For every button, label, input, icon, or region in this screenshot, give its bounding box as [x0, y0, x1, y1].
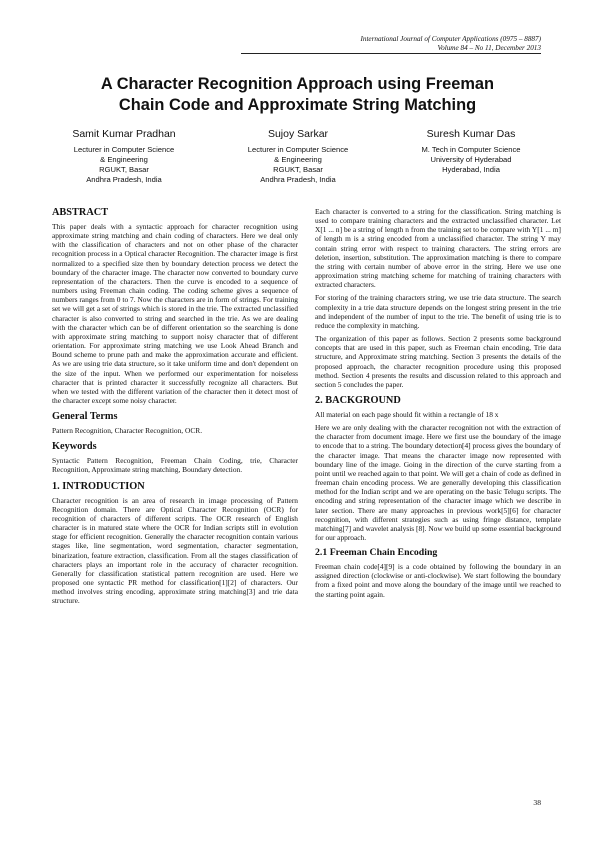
journal-volume: Volume 84 – No 11, December 2013 — [241, 44, 541, 54]
background-paragraph: All material on each page should fit within a rectangle of 18 x — [315, 409, 499, 419]
right-column — [315, 207, 561, 603]
author-affiliation: Lecturer in Computer Science — [73, 145, 175, 154]
author-affiliation: RGUKT, Basar — [99, 165, 149, 174]
page-number: 38 — [533, 798, 541, 807]
author-name: Suresh Kumar Das — [426, 128, 516, 140]
author-affiliation: University of Hyderabad — [430, 155, 512, 164]
author-affiliation: RGUKT, Basar — [273, 165, 323, 174]
author-affiliation: & Engineering — [274, 155, 322, 164]
introduction-text: Character recognition is an area of research in image processing of Pattern Recognition domain. There are Optical Character Recognition (OCR) for recognition of characters of different scripts. The OCR research of English character is in matured state where the OCR for Indian scripts still in evolution stage for efficient recognition. Generally the character recognition contain various stages like, line segmentation, word segmentation, character segmentation, binarization, feature extraction, classification. From all the stages classification of characters plays an important role in the accuracy of character recognition. Generally for classification statistical pattern recognition are used. Here we proposed one syntactic PR method for classification[1][2] of characters. Our method involves string encoding, approximate string matching[3] and trie data structure. — [52, 495, 298, 606]
keywords-text: Syntactic Pattern Recognition, Freeman Chain Coding, trie, Character Recognition, Approximate string matching, Boundary detection. — [52, 456, 298, 475]
background-heading: 2. BACKGROUND — [315, 394, 401, 406]
journal-name: International Journal of Computer Applications (0975 – 8887) — [360, 35, 541, 43]
abstract-heading: ABSTRACT — [52, 207, 109, 218]
freeman-paragraph: Freeman chain code[4][9] is a code obtained by following the boundary in an assigned direction (clockwise or anti-clockwise). We start following the boundary from a fixed point and move along the boundary of the image until we reached to the starting point again. — [315, 562, 561, 599]
freeman-heading: 2.1 Freeman Chain Encoding — [315, 547, 438, 559]
author-affiliation: Andhra Pradesh, India — [86, 175, 162, 184]
author-affiliation: M. Tech in Computer Science — [421, 145, 521, 154]
abstract-text: This paper deals with a syntactic approach for character recognition using approximate string matching and chain coding of characters. Here we deal only with the classification of characters and not on other phase of the character recognition process in a Optical character Recognition. The character image is first normalized to a specified size then by boundary detection process we detect the boundary of the character image. The character now converted to boundary curve representation of the characters. Then the curve is encoded to a sequence of numbers using Freeman chain coding. The coding scheme gives a sequence of numbers ranges from 0 to 7. Now the characters are in form of strings. For training set we will get a set of strings which is stored in the trie. The extracted unclassified character is also converted to string and searched in the trie. As we are dealing with the character which can be of different orientation so the searching is done with approximate string matching to support noisy character that of different orientation. For approximate string matching we use Look Ahead Branch and Bound scheme to prune path and make the approximation accurate and efficient. As we are using trie data structure, so it take uniform time and don't dependent on the size of the input. When we performed our experimentation for noiseless character that is printed character it successfully recognize all characters. But when we tested with the different variation of the character then it detect most of the character except some noisy character. — [52, 222, 298, 405]
intro-paragraph: Each character is converted to a string for the classification. String matching is used to compare training characters and the extracted unclassified character. Let X[1 ... n] be a string of length n from the training set to be compare with Y[1 ... m] of length m is a string encoded from a unclassified character. The string Y may contain string error with respect to training characters. The string errors are deletion, insertion, substitution. The approximation matching is there to compare the string with certain number of above error in the string. Here we use one approximation string matching scheme for matching of training characters with extracted characters. — [315, 207, 561, 290]
general-terms-heading: General Terms — [52, 411, 118, 423]
author-name: Sujoy Sarkar — [267, 128, 329, 140]
introduction-heading: 1. INTRODUCTION — [52, 480, 145, 492]
author-affiliation: Hyderabad, India — [442, 165, 500, 174]
intro-paragraph: The organization of this paper as follows. Section 2 presents some background concepts that are used in this paper, such as Freeman chain encoding, Trie data structure, and Approximate string matching. Section 3 presents the details of the proposed approach, the character recognition procedure using this proposed method. Section 4 presents the results and discussion related to this approach and section 5 concludes the paper. — [315, 334, 561, 389]
general-terms-text: Pattern Recognition, Character Recognition, OCR. — [52, 426, 203, 436]
author-name: Samit Kumar Pradhan — [72, 128, 176, 140]
author-affiliation: Andhra Pradesh, India — [260, 175, 336, 184]
left-column — [52, 207, 298, 609]
intro-paragraph: For storing of the training characters string, we use trie data structure. The search complexity in a trie data structure depends on the longest string present in the trie and independent of the number of input to the trie. The benefit of using trie is to reduce the complexity in matching. — [315, 293, 561, 330]
author-block — [386, 128, 556, 175]
paper-title — [40, 74, 555, 116]
author-affiliation: Lecturer in Computer Science — [247, 145, 349, 154]
author-block — [39, 128, 209, 185]
title-line-2: Chain Code and Approximate String Matching — [118, 96, 477, 114]
journal-header — [241, 35, 541, 54]
author-affiliation: & Engineering — [100, 155, 148, 164]
author-block — [213, 128, 383, 185]
title-line-1: A Character Recognition Approach using Freeman — [100, 75, 495, 93]
background-paragraph: Here we are only dealing with the character recognition not with the extraction of the character from document image. Here we first use the boundary of the image to encode that to a string. The boundary detection[4] process gives the boundary of the character image. That means the character image now represented with boundary line of the image. Going in the direction of the curve starting from a point until we reached again to that point. We will get a chain of code as defined in freeman chain encoding process. We are generally developing this classification method for the Indian script and we are operating on the basic Telugu scripts. The encoding and string representation of the character image which we describe in later section. There are many approaches in previous work[5][6] for character recognition, with different strategies such as using fringe distance, template matching[7] and wavelet analysis [8]. Now we build up some essential background for our approach. — [315, 423, 561, 542]
keywords-heading: Keywords — [52, 441, 97, 453]
